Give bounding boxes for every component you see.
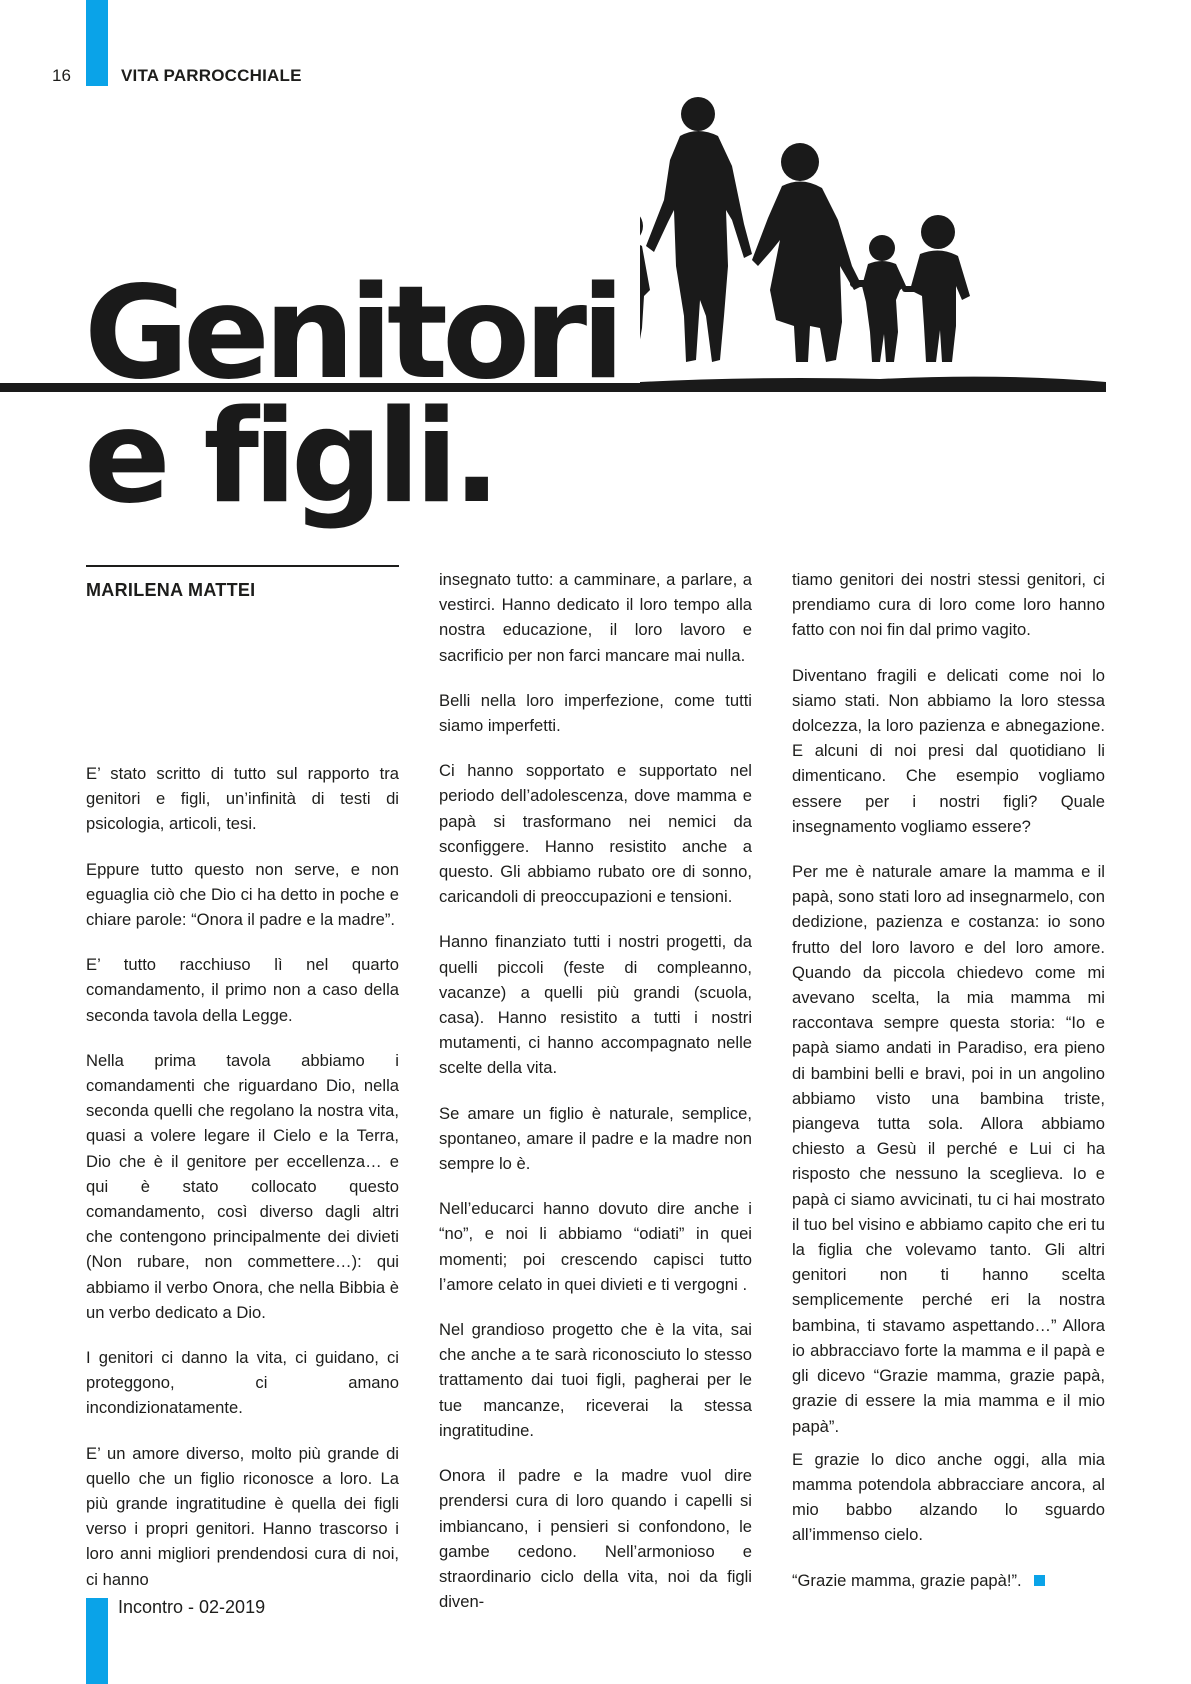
text-column-1	[86, 761, 399, 1612]
title-line-2: e figli.	[84, 383, 495, 532]
section-name: VITA PARROCCHIALE	[121, 66, 302, 85]
paragraph: tiamo genitori dei nostri stessi genitori, ci prendiamo cura di loro come loro hanno fatto con noi fin dal primo vagito.	[792, 570, 1105, 640]
paragraph: I genitori ci danno la vita, ci guidano, ci proteggono, ci amano incondizionatamente.	[86, 1348, 399, 1418]
paragraph: Per me è naturale amare la mamma e il papà, sono stati loro ad insegnarmelo, con dedizione, pazienza e costanza: io sono frutto del loro lavoro e del loro amore. Quando da piccola chiedevo come mi avevano scelta, la mia mamma mi raccontava sempre questa storia: “Io e papà siamo andati in Paradiso, era pieno di bambini belli e bravi, poi in un angolino abbiamo visto una bambina triste, piangeva tutta sola. Allora abbiamo chiesto a Gesù il perché e Lui ci ha risposto che nessuno la sceglieva. Io e papà ci siamo avvicinati, tu ci hai mostrato il tuo bel visino e abbiamo capito che eri tu la figlia che volevamo tanto. Gli altri genitori non ti hanno scelta semplicemente perché eri la nostra bambina, ti stavamo aspettando…” Allora io abbracciavo forte la mamma e il papà e gli dicevo “Grazie mamma, grazie papà, grazie di essere la mia mamma e il mio papà”.	[792, 862, 1105, 1436]
paragraph: E’ tutto racchiuso lì nel quarto comandamento, il primo non a caso della seconda tavola della Legge.	[86, 955, 399, 1025]
paragraph: Nella prima tavola abbiamo i comandamenti che riguardano Dio, nella seconda quelli che regolano la nostra vita, quasi a volere legare il Cielo e la Terra, Dio che è il genitore per eccellenza… e qui è stato collocato questo comandamento, così diverso dagli altri che contengono principalmente dei divieti (Non rubare, non commettere…): qui abbiamo il verbo Onora, che nella Bibbia è un verbo dedicato a Dio.	[86, 1050, 399, 1322]
article-title	[84, 259, 619, 532]
paragraph: E’ stato scritto di tutto sul rapporto tra genitori e figli, un’infinità di testi di psicologia, articoli, tesi.	[86, 764, 399, 834]
paragraph: Ci hanno sopportato e supportato nel periodo dell’adolescenza, dove mamma e papà si trasformano nei nemici da sconfiggere. Hanno resistito anche a questo. Gli abbiamo rubato ore di sonno, caricandoli di preoccupazioni e tensioni.	[439, 761, 752, 907]
paragraph: Se amare un figlio è naturale, semplice, spontaneo, amare il padre e la madre non sempre lo è.	[439, 1103, 752, 1174]
text-column-2	[439, 567, 752, 1634]
paragraph: Eppure tutto questo non serve, e non eguaglia ciò che Dio ci ha detto in poche e chiare parole: “Onora il padre e la madre”.	[86, 859, 399, 930]
paragraph: Belli nella loro imperfezione, come tutti siamo imperfetti.	[439, 690, 752, 736]
closing-quote: “Grazie mamma, grazie papà!”.	[792, 1570, 1022, 1590]
page-number: 16	[52, 66, 71, 85]
text-column-3	[792, 567, 1105, 1613]
paragraph: Onora il padre e la madre vuol dire prendersi cura di loro quando i capelli si imbiancano, i pensieri si confondono, le gambe cedono. Nell’armonioso e straordinario ciclo della vita, noi da figli diven-	[439, 1466, 752, 1612]
title-line-1: Genitori	[84, 259, 619, 408]
accent-bar-top	[86, 0, 108, 86]
paragraph: Nell’educarci hanno dovuto dire anche i “no”, e noi li abbiamo “odiati” in quei momenti; poi crescendo capisci tutto l’amore celato in quei divieti e ti vergogni .	[439, 1199, 752, 1294]
accent-bar-bottom	[86, 1598, 108, 1684]
author-rule	[86, 565, 399, 567]
family-silhouette-icon	[640, 90, 1106, 390]
author-name: MARILENA MATTEI	[86, 580, 256, 600]
paragraph: E’ un amore diverso, molto più grande di quello che un figlio riconosce a loro. La più grande ingratitudine è quella dei figli verso i propri genitori. Hanno trascorso i loro anni migliori prendendosi cura di noi, ci hanno	[86, 1443, 399, 1589]
footer-issue: Incontro - 02-2019	[118, 1597, 266, 1617]
paragraph: Nel grandioso progetto che è la vita, sai che anche a te sarà riconosciuto lo stesso trattamento dai tuoi figli, pagherai per le tue mancanze, riceverai la stessa ingratitudine.	[439, 1320, 752, 1440]
paragraph: E grazie lo dico anche oggi, alla mia mamma potendola abbracciare ancora, al mio babbo alzando lo sguardo all’immenso cielo.	[792, 1449, 1105, 1545]
paragraph: Diventano fragili e delicati come noi lo siamo stati. Non abbiamo la loro stessa dolcezza, la loro pazienza e abnegazione. E alcuni di noi presi dal quotidiano li dimenticano. Che esempio vogliamo essere per i nostri figli? Quale insegnamento vogliamo essere?	[792, 665, 1105, 836]
paragraph: insegnato tutto: a camminare, a parlare, a vestirci. Hanno dedicato il loro tempo alla nostra educazione, il loro lavoro e sacrificio per non farci mancare mai nulla.	[439, 570, 752, 665]
paragraph: Hanno finanziato tutti i nostri progetti, da quelli piccoli (feste di compleanno, vacanze) a quelli più grandi (scuola, casa). Hanno resistito a tutti i nostri mutamenti, ci hanno accompagnato nelle scelte della vita.	[439, 932, 752, 1078]
square-end-icon	[1034, 1575, 1045, 1586]
closing-paragraph	[792, 1568, 1105, 1593]
